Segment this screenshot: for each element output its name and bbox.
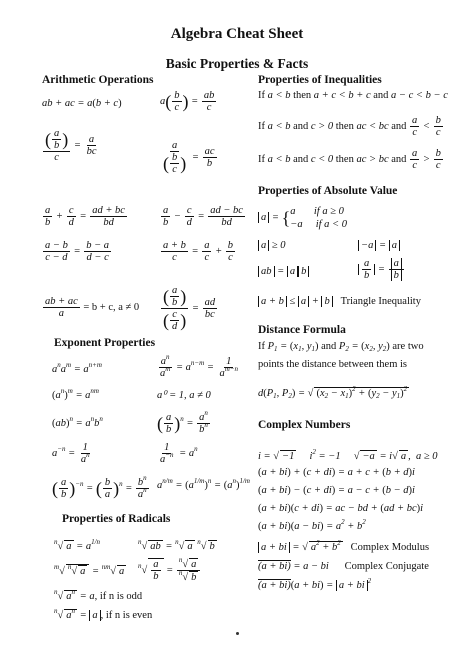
formula-neg-fraction: $\frac{a - b}{c - d}$ = $\frac{b - a}{d - c}$ bbox=[45, 240, 110, 263]
formula-a-over-b-over-c-2: a ( $\frac{b}{c}$ ) = $\frac{ac}{b}$ bbox=[163, 140, 215, 175]
formula-a-over-b-over-c: ( $\frac{a}{b}$ ) c = $\frac{a}{bc}$ bbox=[45, 128, 97, 163]
formula-complex-conj-mod: (a + bi)(a + bi) = a + bi $^2$ bbox=[258, 577, 372, 591]
formula-complex-conj-prod: $(a + bi)(a - bi) = a^2 + b^2$ bbox=[258, 518, 366, 532]
formula-ineq-mult-neg: If a < b and c < 0 then ac > bc and $\frac{a}{c}$ > $\frac{b}{c}$ bbox=[258, 148, 441, 171]
formula-ineq-add: If a < b then a + c < b + c and a − c < b − c bbox=[258, 90, 448, 101]
formula-exp-quotient-power: ( $\frac{a}{b}$ )$^n$ = $\frac{a^n}{b^n}$ bbox=[157, 409, 208, 435]
distance-intro-line1: If $P_1 = (x_1$, $y_1$) and $P_2 = (x_2$, $y_2$) are two bbox=[258, 341, 424, 353]
formula-exp-product-power: $(ab)^n = a^nb^n$ bbox=[52, 415, 103, 429]
formula-abs-product: ab = a b bbox=[258, 266, 309, 278]
formula-add-fractions: $\frac{a}{b}$ + $\frac{c}{d}$ = $\frac{ad + bc}{bd}$ bbox=[45, 205, 125, 228]
formula-abs-def: a = { a if a ≥ 0 −a if a < 0 bbox=[258, 205, 347, 231]
formula-ineq-mult-pos: If a < b and c > 0 then ac < bc and $\frac{a}{c}$ < $\frac{b}{c}$ bbox=[258, 115, 441, 138]
formula-exp-zero: a⁰ = 1, a ≠ 0 bbox=[157, 390, 211, 401]
formula-complex-modulus: a + bi = √ $a^2 + b^2$ Complex Modulus bbox=[258, 541, 429, 554]
formula-abs-neg: −a = a bbox=[358, 240, 400, 252]
formula-exp-product: $a^na^m = a^{n+m}$ bbox=[52, 361, 102, 375]
formula-rad-even: $^n$√ $a^n = a$ , if n is even bbox=[54, 607, 153, 621]
distance-intro-line2: points the distance between them is bbox=[258, 359, 408, 370]
formula-factor-fraction: $\frac{ab + ac}{a}$ = b + c, a ≠ 0 bbox=[45, 296, 140, 319]
formula-sub-fractions: $\frac{a}{b}$ − $\frac{c}{d}$ = $\frac{ad - bc}{bd}$ bbox=[163, 205, 243, 228]
formula-exp-power: $(a^n)^m = a^{nm}$ bbox=[52, 387, 99, 401]
formula-exp-negative: $a^{-n}$ = $\frac{1}{a^n}$ bbox=[52, 442, 90, 465]
formula-rad-quotient: $^n$√ $\frac{a}{b}$ = $\frac{^n√ a}{^n√ b}$ bbox=[138, 558, 201, 583]
formula-rad-odd: $^n$√ $a^n = a$, if n is odd bbox=[54, 588, 143, 602]
formula-rad-product: $^n$√ ab = $^n$√ a $^n$√ b bbox=[138, 538, 215, 552]
heading-complex: Complex Numbers bbox=[258, 419, 351, 431]
heading-inequalities: Properties of Inequalities bbox=[258, 74, 382, 86]
formula-complex-sub: (a + bi) − (c + di) = a − c + (b − d)i bbox=[258, 485, 415, 496]
formula-abs-nonneg: a ≥ 0 bbox=[258, 240, 286, 252]
formula-exp-fractional: $a^{n/m} = (a^{1/m})^n = (a^n)^{1/m}$ bbox=[157, 477, 250, 491]
page-dot bbox=[236, 632, 239, 635]
formula-rad-exp: $^n$√ $a = a^{1/n}$ bbox=[54, 538, 101, 552]
formula-distributive: ab + ac = a(b + c) bbox=[42, 98, 122, 109]
formula-complex-conjugate: (a + bi) = a − bi Complex Conjugate bbox=[258, 561, 429, 572]
page-subtitle: Basic Properties & Facts bbox=[165, 56, 309, 71]
formula-a-times-b-over-c: a( $\frac{b}{c}$ ) = $\frac{ab}{c}$ bbox=[160, 90, 215, 113]
heading-exponent: Exponent Properties bbox=[54, 337, 156, 349]
formula-rad-nested: $^m$√ $^n$√ a = $^{nm}$√ a bbox=[54, 563, 125, 577]
formula-exp-negative-recip: $\frac{1}{a^{-n}}$ = $a^n$ bbox=[160, 442, 198, 465]
formula-complex-add: (a + bi) + (c + di) = a + c + (b + d)i bbox=[258, 467, 415, 478]
formula-i-def: i = √ −1 $i^2 = -1$ √ −a = i√ a , a ≥ 0 bbox=[258, 448, 438, 462]
formula-abs-quotient: $\frac{a}{b}$ = $\frac{a}{b}$ bbox=[358, 258, 405, 281]
formula-split-fraction: $\frac{a + b}{c}$ = $\frac{a}{c}$ + $\frac{b}{c}$ bbox=[163, 240, 234, 263]
page-title: Algebra Cheat Sheet bbox=[170, 26, 304, 42]
heading-absolute: Properties of Absolute Value bbox=[258, 185, 398, 197]
formula-distance: $d(P_1$, $P_2$) = √ $(x_2 - x_1)^2 + (y_2 - y_1)^2$ bbox=[258, 385, 408, 400]
heading-radicals: Properties of Radicals bbox=[62, 513, 171, 525]
formula-complex-mult: (a + bi)(c + di) = ac − bd + (ad + bc)i bbox=[258, 503, 424, 514]
formula-complex-fraction: ( $\frac{a}{b}$ ) ( $\frac{c}{d}$ ) = $\frac{ad}{bc}$ bbox=[163, 285, 216, 332]
formula-triangle: a + b ≤ a + b Triangle Inequality bbox=[258, 296, 421, 308]
formula-exp-negative-fraction: ( $\frac{a}{b}$ )$^{-n}$ = ( $\frac{b}{a}$ )$^n$ = $\frac{b^n}{a^n}$ bbox=[52, 474, 147, 500]
heading-arithmetic: Arithmetic Operations bbox=[42, 74, 154, 86]
formula-exp-quotient: $\frac{a^n}{a^m}$ = $a^{n-m}$ = $\frac{1}{a^{m-n}}$ bbox=[160, 353, 239, 379]
heading-distance: Distance Formula bbox=[258, 324, 346, 336]
